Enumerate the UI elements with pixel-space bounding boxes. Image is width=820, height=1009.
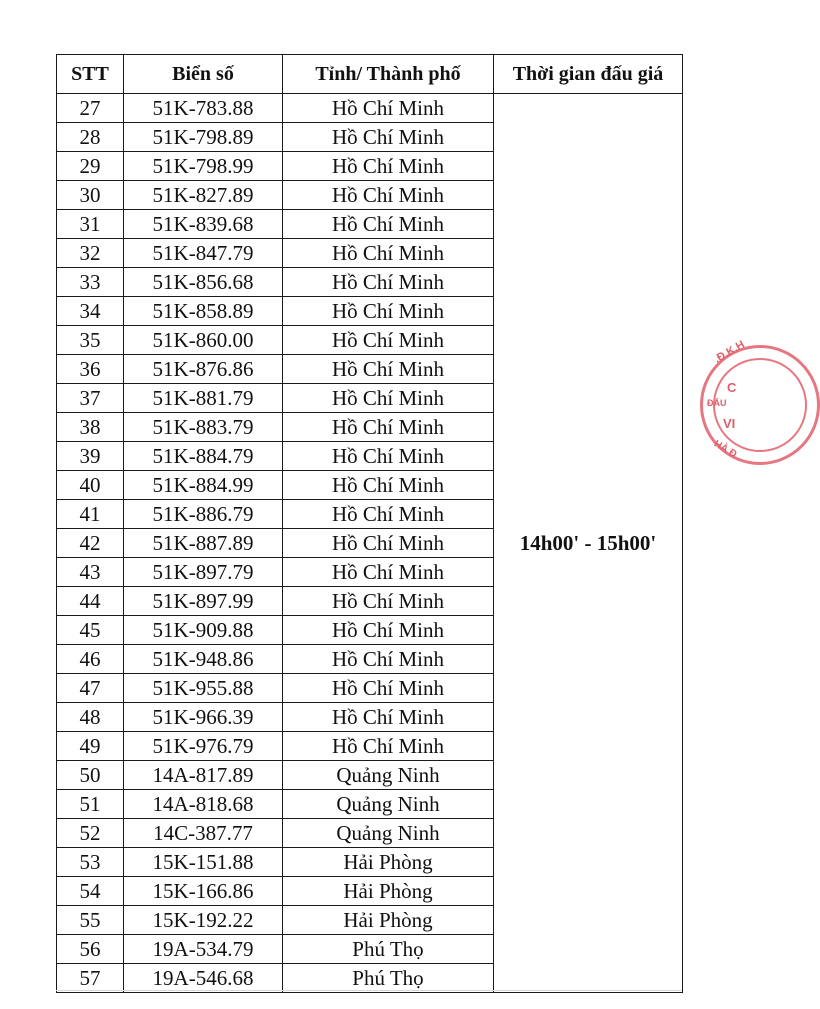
cell-province: Hồ Chí Minh	[283, 413, 494, 442]
cell-plate: 51K-887.89	[124, 529, 283, 558]
cell-plate: 51K-839.68	[124, 210, 283, 239]
table-row	[57, 94, 683, 123]
cell-province: Hồ Chí Minh	[283, 442, 494, 471]
cell-plate: 51K-847.79	[124, 239, 283, 268]
cell-stt: 45	[57, 616, 124, 645]
cell-plate: 51K-856.68	[124, 268, 283, 297]
header-province: Tỉnh/ Thành phố	[283, 55, 494, 94]
cell-province: Hồ Chí Minh	[283, 94, 494, 123]
seal-inner-ring	[713, 358, 807, 452]
cell-stt: 41	[57, 500, 124, 529]
cell-stt: 55	[57, 906, 124, 935]
cell-province: Quảng Ninh	[283, 819, 494, 848]
cell-stt: 50	[57, 761, 124, 790]
cell-stt: 33	[57, 268, 124, 297]
cell-stt: 35	[57, 326, 124, 355]
header-plate: Biển số	[124, 55, 283, 94]
cell-stt: 27	[57, 94, 124, 123]
cell-province: Hồ Chí Minh	[283, 181, 494, 210]
cell-plate: 51K-955.88	[124, 674, 283, 703]
cell-stt: 44	[57, 587, 124, 616]
cell-stt: 51	[57, 790, 124, 819]
cell-province: Hồ Chí Minh	[283, 152, 494, 181]
cell-auction-time: 14h00' - 15h00'	[494, 94, 683, 993]
cell-province: Hồ Chí Minh	[283, 239, 494, 268]
cell-plate: 51K-876.86	[124, 355, 283, 384]
cell-stt: 42	[57, 529, 124, 558]
cell-stt: 52	[57, 819, 124, 848]
cell-plate: 51K-881.79	[124, 384, 283, 413]
header-stt: STT	[57, 55, 124, 94]
cell-plate: 51K-860.00	[124, 326, 283, 355]
seal-text: .Đ.K.H	[712, 338, 747, 366]
cell-stt: 39	[57, 442, 124, 471]
seal-text: VI	[723, 416, 736, 431]
cell-province: Hồ Chí Minh	[283, 384, 494, 413]
cell-stt: 57	[57, 964, 124, 993]
cell-stt: 37	[57, 384, 124, 413]
cell-province: Quảng Ninh	[283, 761, 494, 790]
cell-plate: 51K-886.79	[124, 500, 283, 529]
license-plate-auction-table	[56, 54, 683, 993]
seal-text: C	[727, 380, 737, 395]
cell-plate: 19A-534.79	[124, 935, 283, 964]
cell-plate: 51K-783.88	[124, 94, 283, 123]
cell-stt: 36	[57, 355, 124, 384]
cell-province: Hồ Chí Minh	[283, 674, 494, 703]
cell-plate: 15K-166.86	[124, 877, 283, 906]
cell-province: Phú Thọ	[283, 935, 494, 964]
cell-stt: 53	[57, 848, 124, 877]
cell-stt: 28	[57, 123, 124, 152]
cell-province: Hồ Chí Minh	[283, 297, 494, 326]
cell-stt: 38	[57, 413, 124, 442]
cell-province: Hồ Chí Minh	[283, 268, 494, 297]
cell-plate: 51K-884.99	[124, 471, 283, 500]
cell-stt: 46	[57, 645, 124, 674]
cell-stt: 54	[57, 877, 124, 906]
cell-plate: 51K-827.89	[124, 181, 283, 210]
cell-province: Hồ Chí Minh	[283, 616, 494, 645]
cell-stt: 48	[57, 703, 124, 732]
cell-stt: 56	[57, 935, 124, 964]
cell-plate: 19A-546.68	[124, 964, 283, 993]
cell-stt: 29	[57, 152, 124, 181]
cell-plate: 51K-798.99	[124, 152, 283, 181]
cell-province: Hồ Chí Minh	[283, 123, 494, 152]
page-bottom-rule	[56, 990, 682, 991]
cell-plate: 51K-966.39	[124, 703, 283, 732]
table-header-row	[57, 55, 683, 94]
cell-province: Hồ Chí Minh	[283, 471, 494, 500]
cell-stt: 49	[57, 732, 124, 761]
cell-stt: 40	[57, 471, 124, 500]
cell-plate: 51K-897.79	[124, 558, 283, 587]
cell-province: Hồ Chí Minh	[283, 210, 494, 239]
cell-plate: 51K-897.99	[124, 587, 283, 616]
cell-province: Hồ Chí Minh	[283, 645, 494, 674]
cell-province: Hồ Chí Minh	[283, 500, 494, 529]
cell-plate: 51K-883.79	[124, 413, 283, 442]
cell-stt: 31	[57, 210, 124, 239]
table-body	[57, 94, 683, 993]
cell-province: Hồ Chí Minh	[283, 355, 494, 384]
cell-province: Hải Phòng	[283, 906, 494, 935]
cell-plate: 15K-192.22	[124, 906, 283, 935]
cell-province: Hải Phòng	[283, 877, 494, 906]
cell-stt: 43	[57, 558, 124, 587]
header-auction-time: Thời gian đấu giá	[494, 55, 683, 94]
cell-province: Hồ Chí Minh	[283, 558, 494, 587]
cell-stt: 47	[57, 674, 124, 703]
seal-text: HÀ Đ	[711, 438, 739, 461]
cell-province: Hồ Chí Minh	[283, 326, 494, 355]
cell-plate: 51K-884.79	[124, 442, 283, 471]
cell-stt: 34	[57, 297, 124, 326]
cell-plate: 51K-858.89	[124, 297, 283, 326]
cell-stt: 30	[57, 181, 124, 210]
cell-plate: 51K-909.88	[124, 616, 283, 645]
official-seal-icon	[700, 338, 820, 465]
cell-province: Hồ Chí Minh	[283, 529, 494, 558]
cell-plate: 51K-948.86	[124, 645, 283, 674]
seal-text: ĐẤU	[707, 398, 727, 408]
cell-plate: 14A-818.68	[124, 790, 283, 819]
cell-province: Hồ Chí Minh	[283, 732, 494, 761]
cell-province: Hải Phòng	[283, 848, 494, 877]
cell-stt: 32	[57, 239, 124, 268]
cell-plate: 51K-798.89	[124, 123, 283, 152]
cell-province: Phú Thọ	[283, 964, 494, 993]
cell-plate: 14C-387.77	[124, 819, 283, 848]
cell-plate: 51K-976.79	[124, 732, 283, 761]
cell-province: Quảng Ninh	[283, 790, 494, 819]
cell-province: Hồ Chí Minh	[283, 587, 494, 616]
cell-province: Hồ Chí Minh	[283, 703, 494, 732]
cell-plate: 14A-817.89	[124, 761, 283, 790]
cell-plate: 15K-151.88	[124, 848, 283, 877]
